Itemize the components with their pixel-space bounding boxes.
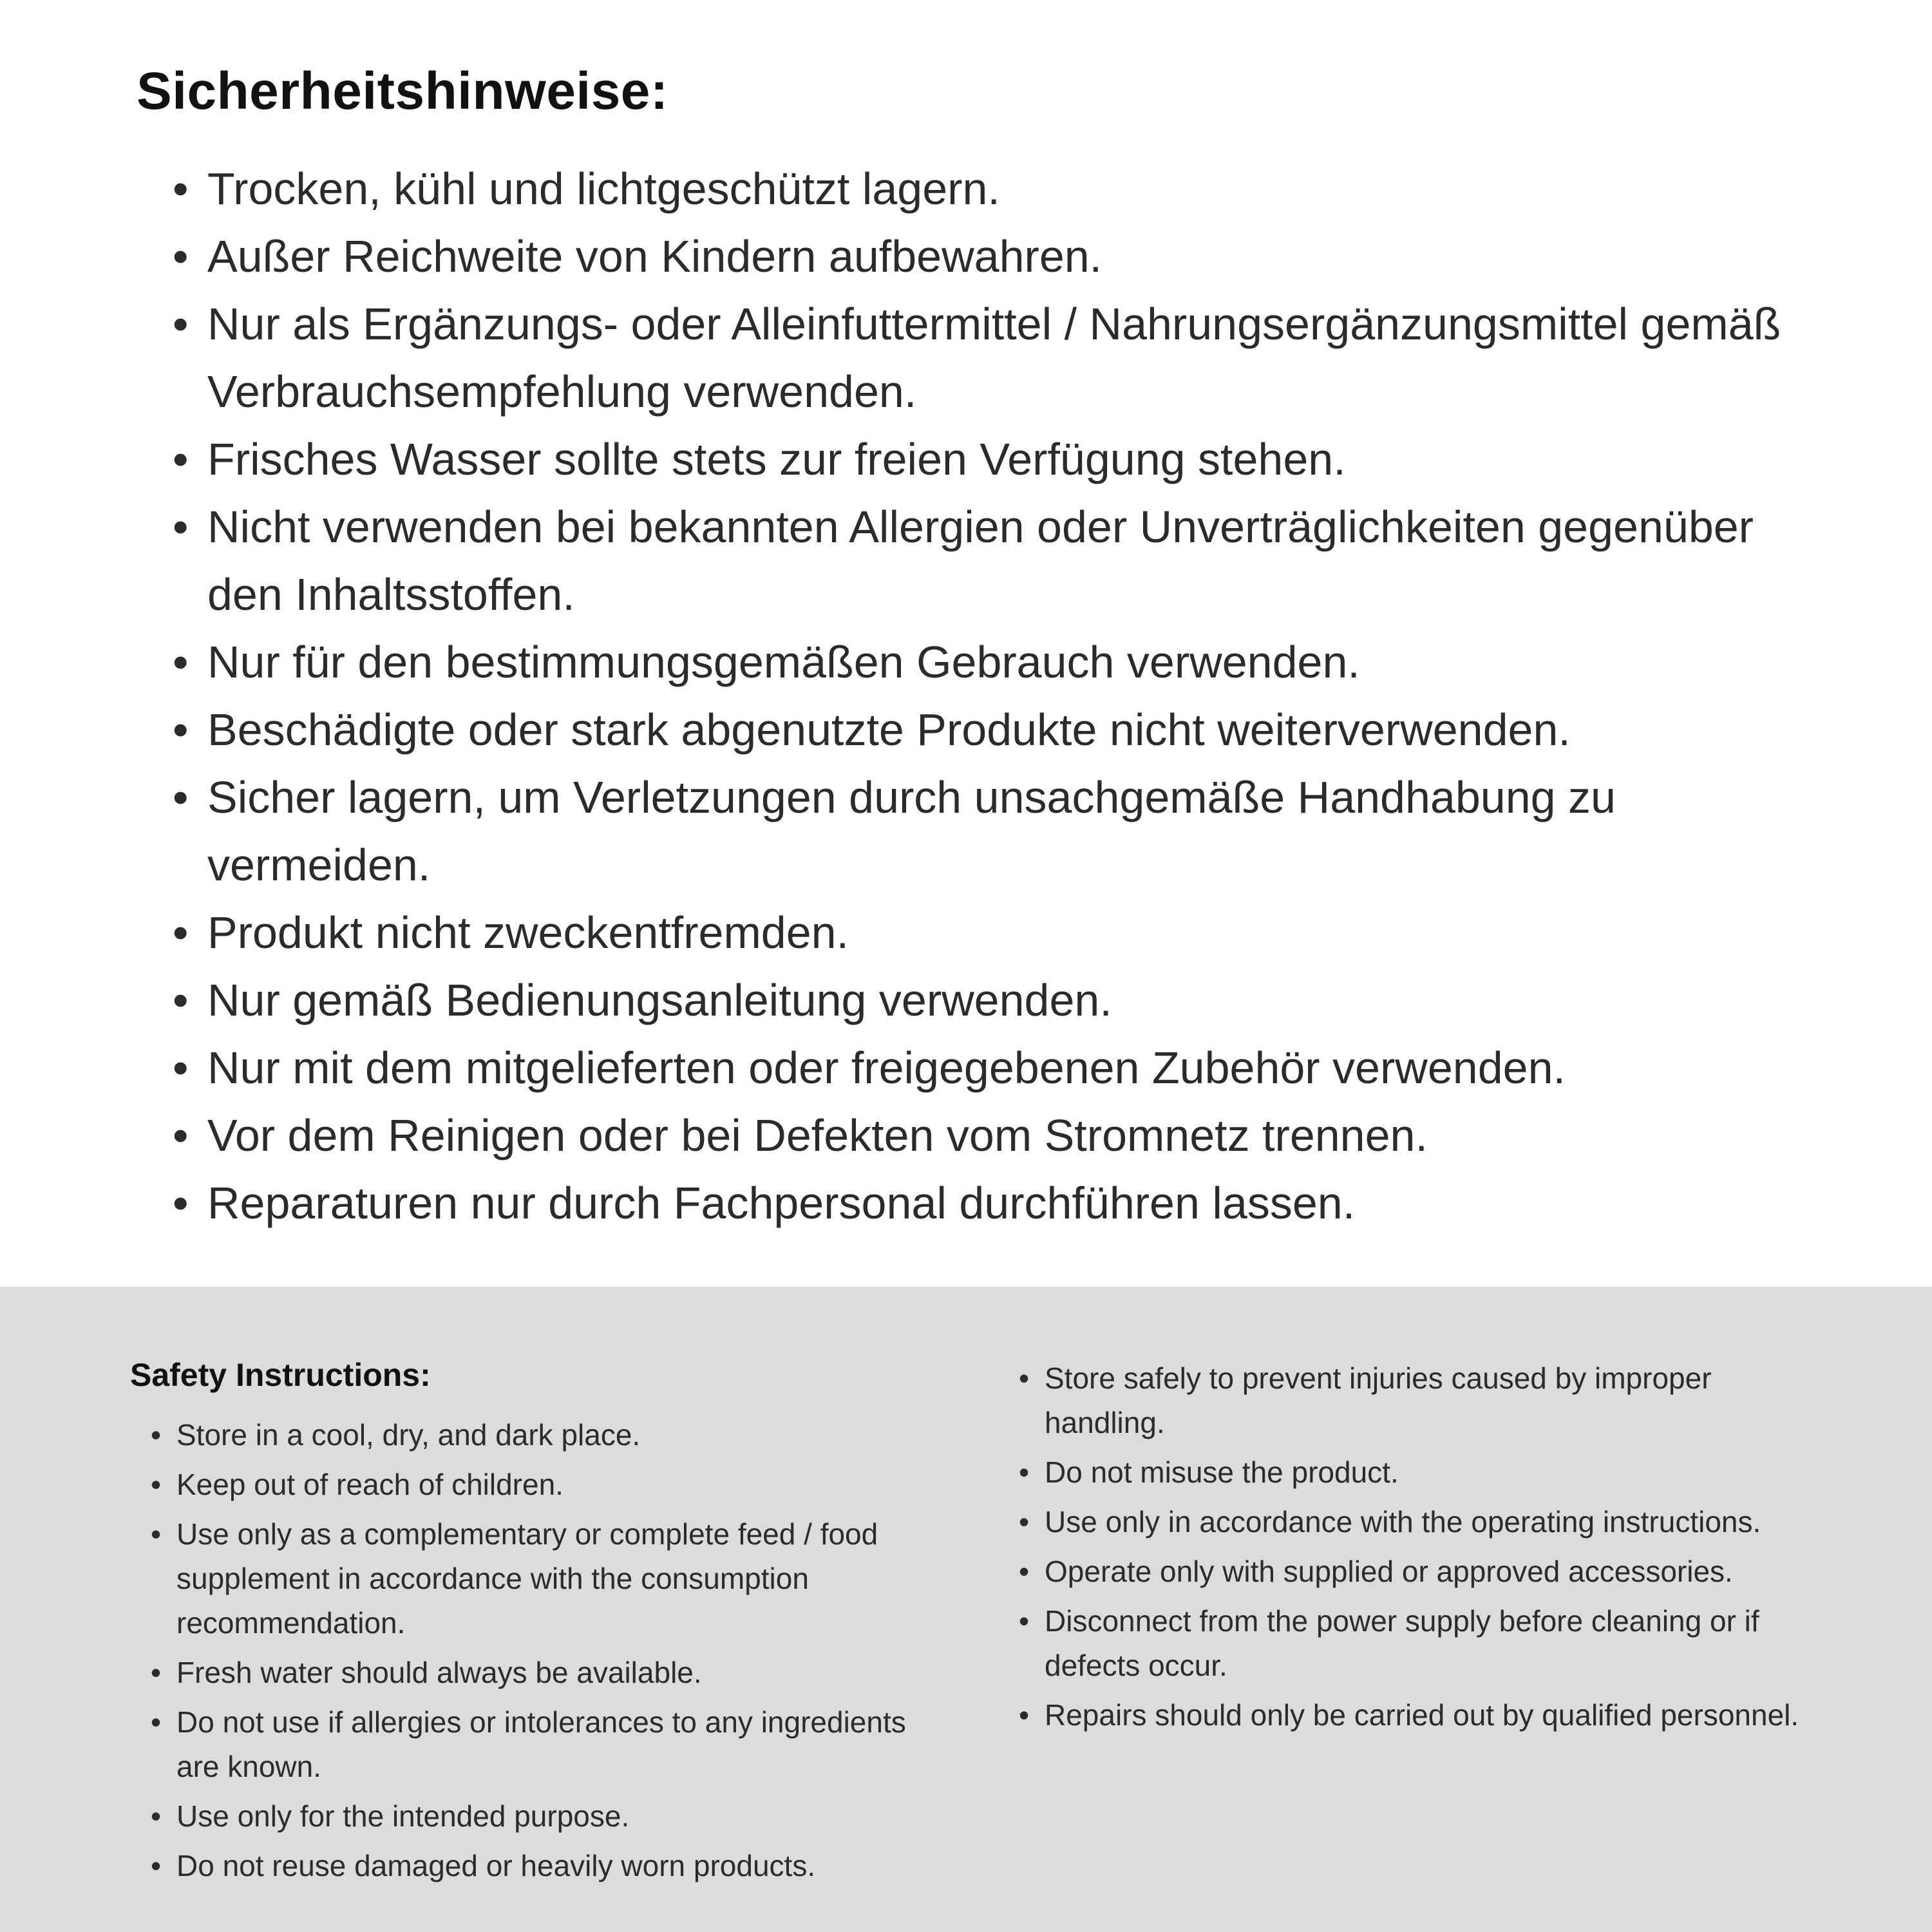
list-item: • Nur für den bestimmungsgemäßen Gebrauch verwenden. [167, 629, 1823, 696]
list-item: • Store safely to prevent injuries caused by improper handling. [1015, 1356, 1803, 1445]
list-item: • Use only for the intended purpose. [147, 1794, 918, 1839]
list-item: • Disconnect from the power supply before cleaning or if defects occur. [1015, 1599, 1803, 1688]
english-right-bullet-list [1015, 1356, 1803, 1738]
list-item: • Frisches Wasser sollte stets zur freien Verfügung stehen. [167, 426, 1823, 493]
list-item: • Außer Reichweite von Kindern aufbewahren. [167, 223, 1823, 290]
german-section-title: Sicherheitshinweise: [137, 62, 668, 120]
english-left-column [130, 1356, 918, 1893]
list-item: • Use only in accordance with the operating instructions. [1015, 1500, 1803, 1544]
list-item: • Trocken, kühl und lichtgeschützt lagern. [167, 155, 1823, 223]
list-item: • Nur als Ergänzungs- oder Alleinfuttermittel / Nahrungsergänzungsmittel gemäß Verbrauchsempfehlung verwenden. [167, 290, 1823, 426]
list-item: • Do not misuse the product. [1015, 1450, 1803, 1495]
list-item: • Nicht verwenden bei bekannten Allergien oder Unverträglichkeiten gegenüber den Inhaltsstoffen. [167, 493, 1823, 629]
list-item: • Keep out of reach of children. [147, 1463, 918, 1507]
english-right-column [1015, 1356, 1803, 1743]
list-item: • Beschädigte oder stark abgenutzte Produkte nicht weiterverwenden. [167, 696, 1823, 764]
list-item: • Vor dem Reinigen oder bei Defekten vom Stromnetz trennen. [167, 1102, 1823, 1170]
list-item: • Nur mit dem mitgelieferten oder freigegebenen Zubehör verwenden. [167, 1034, 1823, 1102]
german-bullet-list [167, 155, 1823, 1237]
list-item: • Sicher lagern, um Verletzungen durch unsachgemäße Handhabung zu vermeiden. [167, 764, 1823, 899]
list-item: • Operate only with supplied or approved accessories. [1015, 1549, 1803, 1594]
english-section-title: Safety Instructions: [130, 1357, 431, 1393]
english-section [0, 1287, 1932, 1932]
list-item: • Repairs should only be carried out by qualified personnel. [1015, 1693, 1803, 1738]
list-item: • Store in a cool, dry, and dark place. [147, 1413, 918, 1457]
list-item: • Reparaturen nur durch Fachpersonal durchführen lassen. [167, 1170, 1823, 1237]
list-item: • Do not reuse damaged or heavily worn products. [147, 1844, 918, 1888]
list-item: • Fresh water should always be available. [147, 1651, 918, 1695]
list-item: • Use only as a complementary or complete feed / food supplement in accordance with the consumption recommendation. [147, 1512, 918, 1645]
list-item: • Do not use if allergies or intolerances to any ingredients are known. [147, 1700, 918, 1789]
list-item: • Produkt nicht zweckentfremden. [167, 899, 1823, 967]
english-left-bullet-list [147, 1413, 918, 1888]
list-item: • Nur gemäß Bedienungsanleitung verwenden. [167, 967, 1823, 1034]
